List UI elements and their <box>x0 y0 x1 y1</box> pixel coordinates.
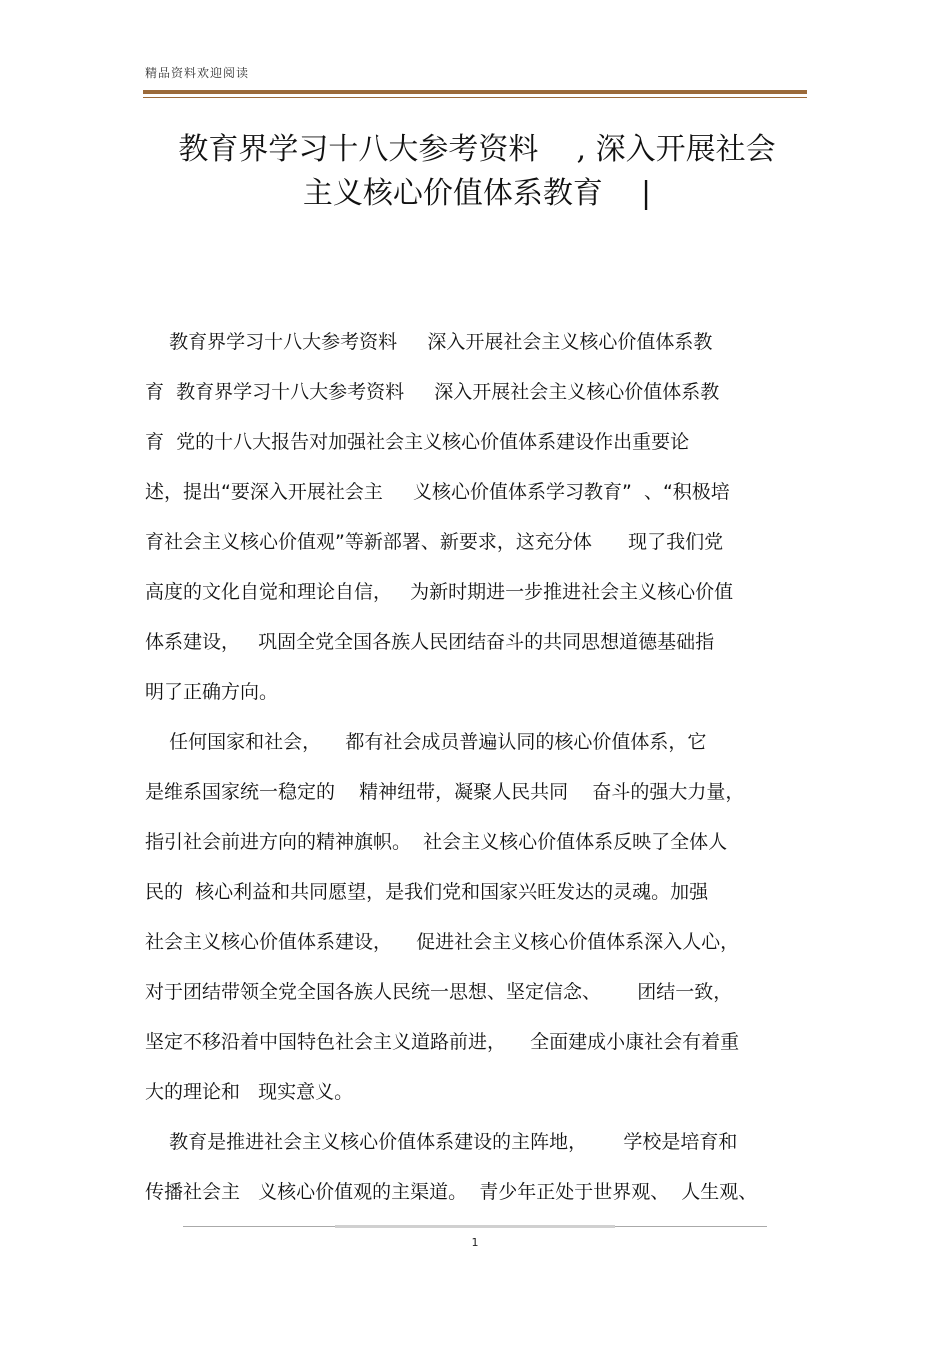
page-header-text: 精品资料欢迎阅读 <box>145 66 250 80</box>
body-line: 育 党的十八大报告对加强社会主义核心价值体系建设作出重要论 <box>145 431 690 453</box>
body-line: 育 教育界学习十八大参考资料 深入开展社会主义核心价值体系教 <box>145 381 720 403</box>
body-line: 是维系国家统一稳定的 精神纽带，凝聚人民共同 奋斗的强大力量， <box>145 781 745 803</box>
body-line: 大的理论和 现实意义。 <box>145 1081 354 1103</box>
body-line: 社会主义核心价值体系建设， 促进社会主义核心价值体系深入人心， <box>145 931 740 953</box>
body-line: 述，提出“要深入开展社会主 义核心价值体系学习教育” 、“积极培 <box>145 481 730 503</box>
body-line: 明了正确方向。 <box>145 681 279 703</box>
body-line: 高度的文化自觉和理论自信， 为新时期进一步推进社会主义核心价值 <box>145 581 734 603</box>
body-line: 教育界学习十八大参考资料 深入开展社会主义核心价值体系教 <box>145 331 713 353</box>
title-line-1: 教育界学习十八大参考资料 , 深入开展社会 <box>178 132 776 167</box>
body-line: 教育是推进社会主义核心价值体系建设的主阵地， 学校是培育和 <box>145 1131 738 1153</box>
page-number: 1 <box>471 1236 479 1249</box>
header-divider-thin <box>143 97 807 98</box>
body-line: 坚定不移沿着中国特色社会主义道路前进， 全面建成小康社会有着重 <box>145 1031 740 1053</box>
document-title <box>145 128 809 216</box>
body-line: 民的 核心利益和共同愿望，是我们党和国家兴旺发达的灵魂。加强 <box>145 881 709 903</box>
body-line: 任何国家和社会， 都有社会成员普遍认同的核心价值体系，它 <box>145 731 707 753</box>
body-line: 指引社会前进方向的精神旗帜。 社会主义核心价值体系反映了全体人 <box>145 831 728 853</box>
body-line: 育社会主义核心价值观”等新部署、新要求，这充分体 现了我们党 <box>145 531 724 553</box>
body-line: 传播社会主 义核心价值观的主渠道。 青少年正处于世界观、 人生观、 <box>145 1181 758 1203</box>
header-divider-thick <box>143 90 807 94</box>
body-line: 对于团结带领全党全国各族人民统一思想、坚定信念、 团结一致， <box>145 981 733 1003</box>
body-line: 体系建设， 巩固全党全国各族人民团结奋斗的共同思想道德基础指 <box>145 631 715 653</box>
title-line-2: 主义核心价值体系教育 | <box>302 176 652 211</box>
footer-divider-accent <box>335 1225 615 1228</box>
